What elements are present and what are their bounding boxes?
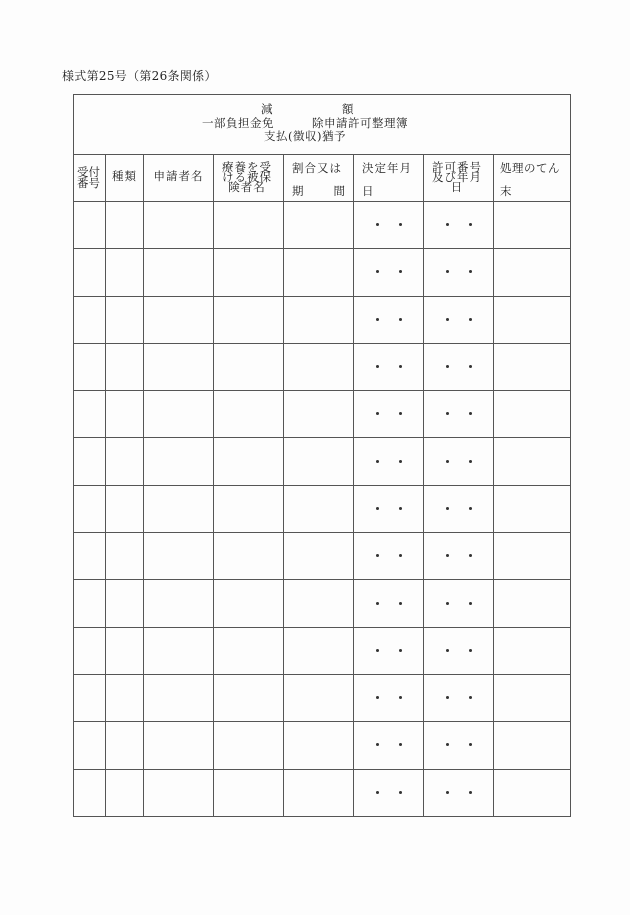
cell-applicant[interactable]: [144, 391, 214, 438]
cell-ratio-period[interactable]: [284, 533, 354, 580]
cell-receipt-no[interactable]: [74, 438, 106, 485]
date-separator-dots: [424, 787, 493, 798]
date-separator-dots: [354, 787, 423, 798]
table-row: [74, 533, 571, 580]
cell-insured[interactable]: [214, 391, 284, 438]
cell-applicant[interactable]: [144, 343, 214, 390]
cell-type[interactable]: [106, 533, 144, 580]
cell-applicant[interactable]: [144, 202, 214, 249]
cell-receipt-no[interactable]: [74, 722, 106, 769]
date-separator-dots: [354, 361, 423, 372]
cell-decision-date[interactable]: [354, 627, 424, 674]
table-row: [74, 627, 571, 674]
cell-decision-date[interactable]: [354, 722, 424, 769]
cell-applicant[interactable]: [144, 438, 214, 485]
cell-type[interactable]: [106, 202, 144, 249]
header-text: ける被保: [222, 170, 272, 184]
header-text: 日: [450, 180, 464, 194]
header-text: 受付: [77, 165, 100, 179]
header-text: 末: [500, 184, 513, 198]
cell-insured[interactable]: [214, 769, 284, 816]
cell-ratio-period[interactable]: [284, 438, 354, 485]
cell-receipt-no[interactable]: [74, 485, 106, 532]
cell-ratio-period[interactable]: [284, 485, 354, 532]
cell-type[interactable]: [106, 722, 144, 769]
cell-ratio-period[interactable]: [284, 391, 354, 438]
cell-permit-no-date[interactable]: [424, 580, 494, 627]
date-separator-dots: [354, 692, 423, 703]
date-separator-dots: [424, 597, 493, 608]
cell-decision-date[interactable]: [354, 391, 424, 438]
cell-applicant[interactable]: [144, 533, 214, 580]
header-text: 期: [292, 184, 305, 198]
date-separator-dots: [424, 266, 493, 277]
cell-ratio-period[interactable]: [284, 627, 354, 674]
cell-receipt-no[interactable]: [74, 343, 106, 390]
cell-disposition[interactable]: [494, 438, 571, 485]
date-separator-dots: [354, 645, 423, 656]
cell-decision-date[interactable]: [354, 485, 424, 532]
cell-applicant[interactable]: [144, 249, 214, 296]
table-row: [74, 249, 571, 296]
header-text: 申請者名: [153, 169, 204, 183]
header-text: 許可番号: [432, 160, 482, 174]
date-separator-dots: [424, 456, 493, 467]
cell-receipt-no[interactable]: [74, 769, 106, 816]
cell-ratio-period[interactable]: [284, 202, 354, 249]
title-mid-left: 一部負担金免: [202, 116, 274, 130]
cell-ratio-period[interactable]: [284, 769, 354, 816]
cell-permit-no-date[interactable]: [424, 343, 494, 390]
cell-insured[interactable]: [214, 296, 284, 343]
cell-disposition[interactable]: [494, 769, 571, 816]
cell-disposition[interactable]: [494, 296, 571, 343]
cell-permit-no-date[interactable]: [424, 722, 494, 769]
header-receipt-no: [74, 155, 106, 202]
cell-type[interactable]: [106, 296, 144, 343]
cell-permit-no-date[interactable]: [424, 769, 494, 816]
table-row: [74, 769, 571, 816]
date-separator-dots: [354, 503, 423, 514]
cell-type[interactable]: [106, 485, 144, 532]
cell-type[interactable]: [106, 343, 144, 390]
header-applicant: [144, 155, 214, 202]
date-separator-dots: [424, 550, 493, 561]
cell-type[interactable]: [106, 438, 144, 485]
cell-permit-no-date[interactable]: [424, 438, 494, 485]
date-separator-dots: [424, 219, 493, 230]
cell-receipt-no[interactable]: [74, 533, 106, 580]
header-text: 日: [362, 184, 375, 198]
date-separator-dots: [424, 692, 493, 703]
cell-permit-no-date[interactable]: [424, 202, 494, 249]
header-type: [106, 155, 144, 202]
header-text: 間: [333, 184, 345, 198]
cell-type[interactable]: [106, 627, 144, 674]
date-separator-dots: [424, 361, 493, 372]
cell-ratio-period[interactable]: [284, 580, 354, 627]
header-row: [74, 155, 571, 202]
cell-disposition[interactable]: [494, 580, 571, 627]
cell-disposition[interactable]: [494, 627, 571, 674]
cell-decision-date[interactable]: [354, 202, 424, 249]
cell-type[interactable]: [106, 769, 144, 816]
cell-insured[interactable]: [214, 533, 284, 580]
date-separator-dots: [424, 314, 493, 325]
cell-insured[interactable]: [214, 485, 284, 532]
cell-permit-no-date[interactable]: [424, 485, 494, 532]
cell-insured[interactable]: [214, 627, 284, 674]
header-text: 処理のてん: [500, 161, 560, 175]
date-separator-dots: [424, 408, 493, 419]
cell-receipt-no[interactable]: [74, 202, 106, 249]
cell-ratio-period[interactable]: [284, 674, 354, 721]
cell-permit-no-date[interactable]: [424, 627, 494, 674]
cell-applicant[interactable]: [144, 296, 214, 343]
table-row: [74, 438, 571, 485]
title-top-right: 額: [342, 102, 354, 116]
cell-disposition[interactable]: [494, 391, 571, 438]
cell-ratio-period[interactable]: [284, 343, 354, 390]
table-row: [74, 674, 571, 721]
title-mid-right: 除申請許可整理簿: [312, 116, 408, 130]
cell-insured[interactable]: [214, 722, 284, 769]
cell-applicant[interactable]: [144, 580, 214, 627]
cell-insured[interactable]: [214, 580, 284, 627]
cell-insured[interactable]: [214, 202, 284, 249]
cell-ratio-period[interactable]: [284, 296, 354, 343]
date-separator-dots: [424, 645, 493, 656]
cell-disposition[interactable]: [494, 533, 571, 580]
header-text: 療養を受: [222, 160, 272, 174]
header-decision-date: [354, 155, 424, 202]
cell-receipt-no[interactable]: [74, 674, 106, 721]
cell-decision-date[interactable]: [354, 343, 424, 390]
cell-decision-date[interactable]: [354, 296, 424, 343]
ledger-title: [74, 95, 571, 155]
date-separator-dots: [354, 219, 423, 230]
cell-applicant[interactable]: [144, 769, 214, 816]
cell-permit-no-date[interactable]: [424, 296, 494, 343]
ledger-table: [73, 94, 571, 817]
cell-applicant[interactable]: [144, 485, 214, 532]
cell-decision-date[interactable]: [354, 674, 424, 721]
cell-permit-no-date[interactable]: [424, 674, 494, 721]
cell-ratio-period[interactable]: [284, 249, 354, 296]
table-row: [74, 343, 571, 390]
cell-receipt-no[interactable]: [74, 627, 106, 674]
table-row: [74, 391, 571, 438]
header-text: 険者名: [228, 180, 266, 194]
header-text: 決定年月: [362, 161, 412, 175]
cell-permit-no-date[interactable]: [424, 533, 494, 580]
header-permit-no-date: [424, 155, 494, 202]
title-top-left: 減: [261, 102, 273, 116]
cell-type[interactable]: [106, 674, 144, 721]
cell-decision-date[interactable]: [354, 769, 424, 816]
table-row: [74, 722, 571, 769]
date-separator-dots: [424, 503, 493, 514]
cell-receipt-no[interactable]: [74, 391, 106, 438]
cell-insured[interactable]: [214, 438, 284, 485]
table-row: [74, 296, 571, 343]
cell-applicant[interactable]: [144, 674, 214, 721]
cell-disposition[interactable]: [494, 343, 571, 390]
cell-decision-date[interactable]: [354, 533, 424, 580]
cell-receipt-no[interactable]: [74, 580, 106, 627]
cell-decision-date[interactable]: [354, 249, 424, 296]
header-text: 割合又は: [292, 161, 342, 175]
cell-insured[interactable]: [214, 343, 284, 390]
cell-disposition[interactable]: [494, 202, 571, 249]
table-row: [74, 202, 571, 249]
cell-decision-date[interactable]: [354, 438, 424, 485]
date-separator-dots: [354, 266, 423, 277]
cell-insured[interactable]: [214, 249, 284, 296]
cell-disposition[interactable]: [494, 249, 571, 296]
cell-type[interactable]: [106, 391, 144, 438]
cell-permit-no-date[interactable]: [424, 249, 494, 296]
table-row: [74, 580, 571, 627]
header-ratio-period: [284, 155, 354, 202]
date-separator-dots: [424, 739, 493, 750]
header-insured: [214, 155, 284, 202]
header-text: 及び年月: [432, 170, 482, 184]
title-bottom: 支払(徴収)猶予: [264, 129, 346, 143]
cell-applicant[interactable]: [144, 627, 214, 674]
date-separator-dots: [354, 739, 423, 750]
date-separator-dots: [354, 597, 423, 608]
cell-ratio-period[interactable]: [284, 722, 354, 769]
header-text: 番号: [77, 176, 100, 190]
cell-receipt-no[interactable]: [74, 296, 106, 343]
cell-disposition[interactable]: [494, 674, 571, 721]
cell-insured[interactable]: [214, 674, 284, 721]
form-number-label: 様式第25号（第26条関係）: [62, 69, 217, 83]
cell-receipt-no[interactable]: [74, 249, 106, 296]
cell-type[interactable]: [106, 249, 144, 296]
cell-decision-date[interactable]: [354, 580, 424, 627]
cell-disposition[interactable]: [494, 722, 571, 769]
date-separator-dots: [354, 408, 423, 419]
cell-permit-no-date[interactable]: [424, 391, 494, 438]
cell-applicant[interactable]: [144, 722, 214, 769]
header-disposition: [494, 155, 571, 202]
table-row: [74, 485, 571, 532]
date-separator-dots: [354, 314, 423, 325]
date-separator-dots: [354, 456, 423, 467]
header-text: 種類: [112, 169, 137, 183]
cell-disposition[interactable]: [494, 485, 571, 532]
date-separator-dots: [354, 550, 423, 561]
cell-type[interactable]: [106, 580, 144, 627]
